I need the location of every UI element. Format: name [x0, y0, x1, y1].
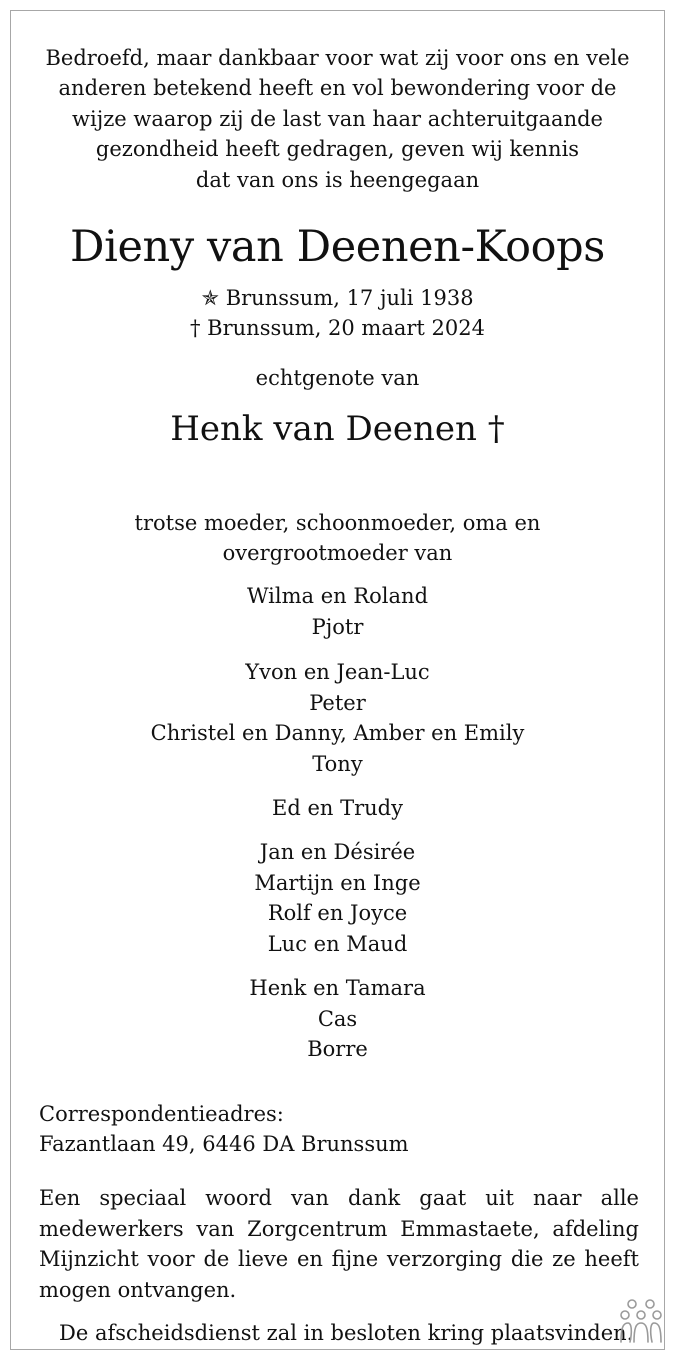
correspondence-address — [39, 1099, 409, 1159]
family-line: Christel en Danny, Amber en Emily — [150, 721, 525, 745]
family-group — [11, 837, 664, 959]
intro-line: dat van ons is heengegaan — [195, 167, 480, 192]
intro-line: Bedroefd, maar dankbaar voor wat zij voor ons en vele — [45, 46, 630, 70]
intro-line: gezondheid heeft gedragen, geven wij kennis — [95, 137, 580, 162]
family-group — [11, 657, 664, 779]
correspondence-label: Correspondentieadres: — [39, 1102, 284, 1126]
family-line: Ed en Trudy — [272, 796, 403, 820]
service-notice: De afscheidsdienst zal in besloten kring plaatsvinden. — [59, 1321, 634, 1345]
family-intro-line: overgrootmoeder van — [222, 541, 453, 565]
family-line: Rolf en Joyce — [267, 901, 408, 925]
birth-line: ✯ Brunssum, 17 juli 1938 — [201, 286, 474, 310]
death-line: † Brunssum, 20 maart 2024 — [190, 316, 485, 340]
family-group — [11, 793, 664, 824]
family-line: Cas — [317, 1006, 358, 1031]
family-line: Peter — [309, 690, 366, 715]
family-line: Borre — [307, 1037, 368, 1061]
family-line: Henk en Tamara — [249, 976, 426, 1000]
family-line: Wilma en Roland — [246, 584, 429, 608]
intro-line: wijze waarop zij de last van haar achteruitgaande — [72, 106, 603, 131]
intro-line: anderen betekend heeft en vol bewondering voor de — [58, 76, 617, 101]
obituary-card — [10, 10, 665, 1350]
life-dates — [11, 283, 664, 343]
thanks-line: mogen ontvangen. — [39, 1277, 237, 1302]
family-line: Jan en Désirée — [259, 840, 416, 864]
family-line: Tony — [312, 751, 363, 776]
intro-text — [11, 43, 664, 195]
family-line: Yvon en Jean-Luc — [245, 660, 430, 684]
thanks-line: medewerkers van Zorgcentrum Emmastaete, afdeling — [39, 1216, 639, 1241]
thanks-line: Mijnzicht voor de lieve en fijne verzorging die ze heeft — [39, 1247, 639, 1271]
correspondence-street: Fazantlaan 49, 6446 DA Brunssum — [39, 1132, 409, 1156]
thanks-line: Een speciaal woord van dank gaat uit naar alle — [39, 1186, 639, 1210]
family-group — [11, 581, 664, 642]
family-group — [11, 973, 664, 1065]
deceased-name: Dieny van Deenen-Koops — [70, 222, 605, 272]
family-line: Pjotr — [311, 614, 364, 639]
people-group-icon — [619, 1298, 663, 1344]
spouse-name: Henk van Deenen † — [170, 409, 505, 449]
family-intro-line: trotse moeder, schoonmoeder, oma en — [134, 511, 541, 535]
spouse-label: echtgenote van — [255, 366, 420, 390]
family-intro — [11, 508, 664, 568]
family-line: Martijn en Inge — [254, 870, 421, 895]
thanks-paragraph — [39, 1183, 639, 1305]
family-line: Luc en Maud — [267, 931, 408, 956]
